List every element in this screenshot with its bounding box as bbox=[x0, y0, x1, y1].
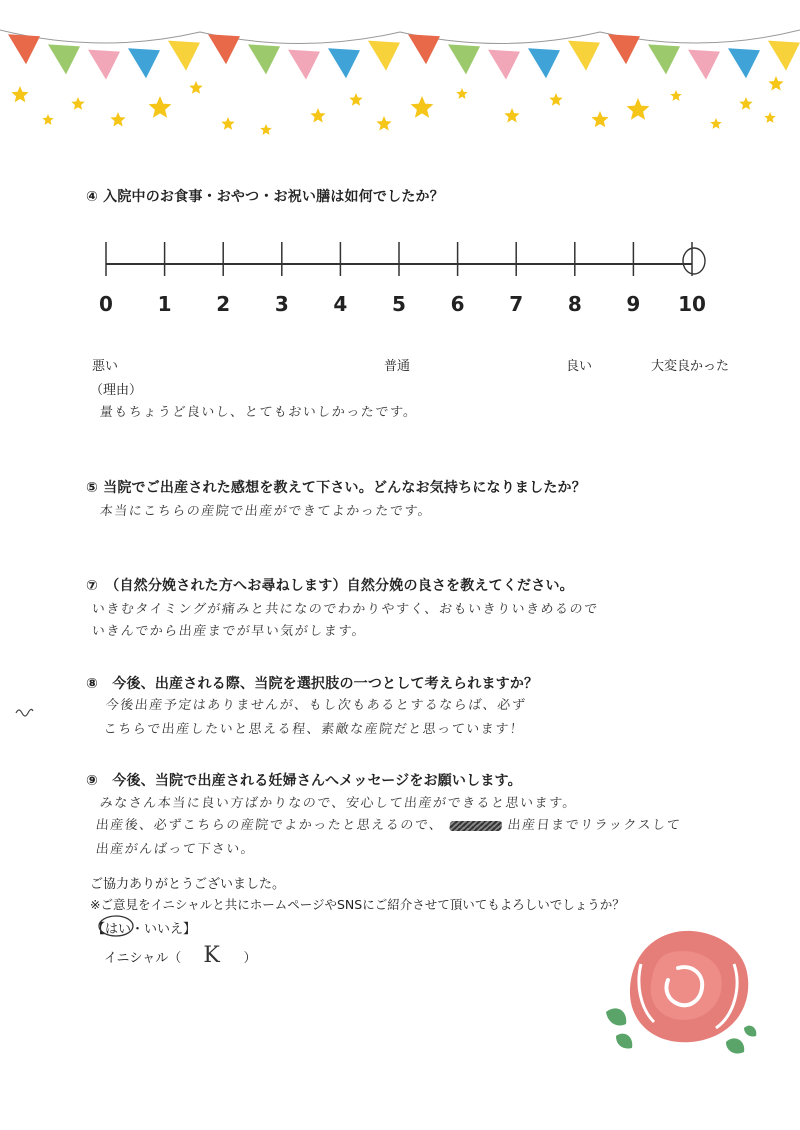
scale-number-3: 3 bbox=[274, 292, 289, 316]
star-icon bbox=[310, 108, 325, 123]
scale-numbers bbox=[0, 292, 800, 322]
star-icon bbox=[221, 117, 234, 130]
q5-answer-handwriting: 本当にこちらの産院で出産ができてよかったです。 bbox=[99, 504, 434, 519]
initial-label: イニシャル（ bbox=[104, 951, 182, 966]
consent-options-text: 【はい・いいえ】 bbox=[92, 922, 197, 937]
star-icon bbox=[764, 112, 775, 123]
q9-answer-line-1: みなさん本当に良い方ばかりなので、安心して出産ができると思います。 bbox=[99, 796, 578, 811]
question-7-title: ⑦ （自然分娩された方へお尋ねします）自然分娩の良さを教えてください。 bbox=[86, 578, 574, 594]
bunting-flag bbox=[768, 41, 800, 71]
question-9-title: ⑨ 今後、当院で出産される妊婦さんへメッセージをお願いします。 bbox=[86, 773, 522, 789]
scale-number-9: 9 bbox=[626, 292, 641, 316]
scale-label-normal: 普通 bbox=[384, 359, 411, 374]
bunting-flag bbox=[88, 50, 120, 80]
star-icon bbox=[149, 96, 172, 118]
reason-label: （理由） bbox=[90, 383, 143, 398]
scale-number-7: 7 bbox=[509, 292, 524, 316]
q9-answer-line-3: 出産がんばって下さい。 bbox=[95, 842, 257, 857]
bunting-flag bbox=[288, 50, 320, 80]
bunting-flag bbox=[648, 44, 680, 74]
initial-field bbox=[104, 943, 256, 968]
selected-yes-circle bbox=[96, 914, 136, 938]
q9-answer-line-2b: 出産日までリラックスして bbox=[506, 818, 682, 833]
rating-scale bbox=[90, 234, 730, 284]
bunting-flag bbox=[488, 50, 520, 80]
bunting-flag bbox=[408, 34, 440, 64]
bunting-flag bbox=[168, 41, 200, 71]
scale-number-10: 10 bbox=[678, 292, 706, 316]
star-icon bbox=[376, 116, 391, 131]
stars-decoration bbox=[11, 76, 783, 135]
bunting-flag bbox=[608, 34, 640, 64]
scale-number-6: 6 bbox=[450, 292, 465, 316]
scale-label-very-good: 大変良かった bbox=[651, 359, 730, 374]
q7-answer-line-2: いきんでから出産までが早い気がします。 bbox=[91, 624, 368, 639]
star-icon bbox=[42, 114, 53, 125]
star-icon bbox=[627, 98, 650, 120]
initial-value-handwriting: K bbox=[203, 943, 222, 968]
q7-answer-line-1: いきむタイミングが痛みと共になのでわかりやすく、おもいきりいきめるので bbox=[91, 602, 600, 617]
selected-value-circle bbox=[683, 248, 705, 274]
star-icon bbox=[549, 93, 562, 106]
star-icon bbox=[670, 90, 681, 101]
bunting-flag bbox=[128, 48, 160, 78]
bunting-flag bbox=[208, 34, 240, 64]
initial-close: ） bbox=[243, 951, 257, 966]
q9-answer-line-2a: 出産後、必ずこちらの産院でよかったと思えるので、 bbox=[95, 818, 445, 833]
bunting-flag bbox=[328, 48, 360, 78]
scale-label-bad: 悪い bbox=[92, 359, 119, 374]
bunting-flag bbox=[368, 41, 400, 71]
bunting-flags bbox=[0, 30, 800, 80]
bunting-flag bbox=[688, 50, 720, 80]
question-5-title: ⑤ 当院でご出産された感想を教えて下さい。どんなお気持ちになりましたか？ bbox=[86, 480, 586, 496]
q9-answer-line-2 bbox=[95, 814, 682, 833]
bunting-flag bbox=[728, 48, 760, 78]
scale-number-8: 8 bbox=[567, 292, 582, 316]
scale-label-good: 良い bbox=[566, 359, 593, 374]
star-icon bbox=[189, 81, 202, 94]
bunting-flag bbox=[528, 48, 560, 78]
bunting-flag bbox=[448, 44, 480, 74]
bunting-flag bbox=[568, 41, 600, 71]
rose-illustration bbox=[596, 924, 760, 1064]
bunting-banner-decoration bbox=[0, 0, 800, 150]
scale-number-5: 5 bbox=[392, 292, 406, 316]
bunting-flag bbox=[248, 44, 280, 74]
star-icon bbox=[349, 93, 362, 106]
star-icon bbox=[591, 111, 608, 127]
star-icon bbox=[710, 118, 721, 129]
question-8-title: ⑧ 今後、出産される際、当院を選択肢の一つとして考えられますか？ bbox=[86, 676, 539, 692]
star-icon bbox=[504, 108, 519, 123]
star-icon bbox=[71, 97, 84, 110]
star-icon bbox=[11, 86, 28, 102]
q8-answer-line-2: こちらで出産したいと思える程、素敵な産院だと思っています！ bbox=[103, 722, 525, 737]
star-icon bbox=[260, 124, 271, 135]
scale-number-4: 4 bbox=[333, 292, 348, 316]
q4-reason-handwriting: 量もちょうど良いし、とてもおいしかったです。 bbox=[99, 405, 419, 420]
star-icon bbox=[768, 76, 783, 91]
scale-number-0: 0 bbox=[99, 292, 113, 316]
scale-ticks bbox=[106, 242, 692, 276]
scribbled-out-text bbox=[449, 821, 502, 831]
star-icon bbox=[456, 88, 467, 99]
scale-number-2: 2 bbox=[216, 292, 231, 316]
small-scribble-mark bbox=[14, 704, 34, 718]
bunting-flag bbox=[8, 34, 40, 64]
scale-number-1: 1 bbox=[157, 292, 172, 316]
star-icon bbox=[411, 96, 434, 118]
consent-question: ※ご意見をイニシャルと共にホームページやSNSにご紹介させて頂いてもよろしいでしょうか？ bbox=[90, 897, 625, 912]
bunting-flag bbox=[48, 44, 80, 74]
star-icon bbox=[739, 97, 752, 110]
q8-answer-line-1: 今後出産予定はありませんが、もし次もあるとするならば、必ず bbox=[105, 698, 528, 713]
star-icon bbox=[110, 112, 125, 127]
thanks-text: ご協力ありがとうございました。 bbox=[90, 877, 286, 892]
question-4-title: ④ 入院中のお食事・おやつ・お祝い膳は如何でしたか？ bbox=[86, 189, 444, 205]
